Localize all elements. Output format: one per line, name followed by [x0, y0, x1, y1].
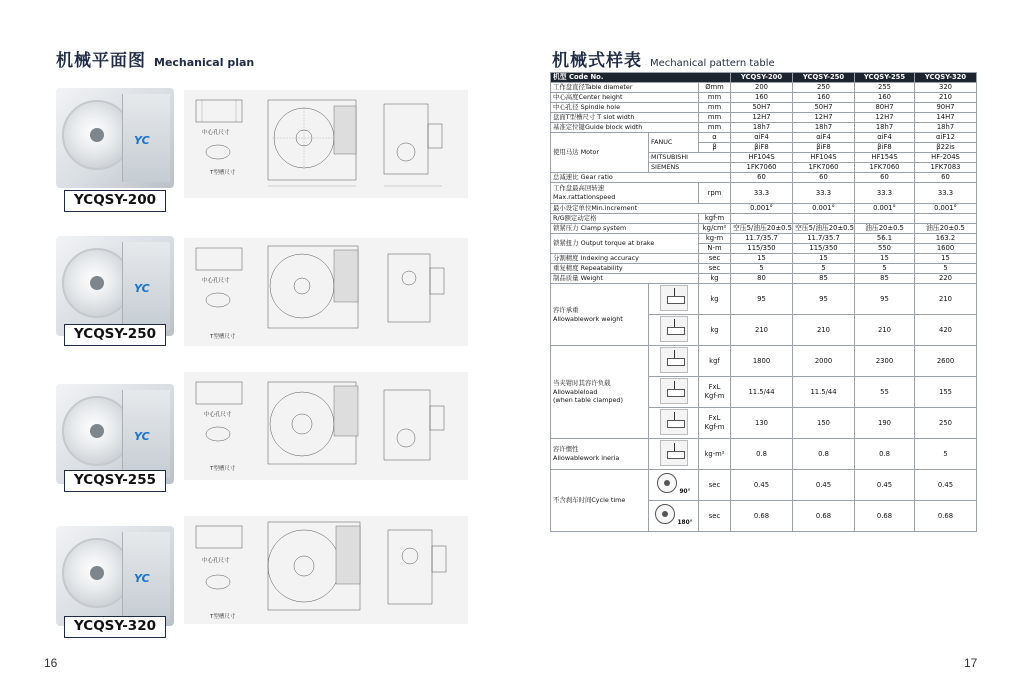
table-row: N-m 115/350 115/350 550 1600 — [551, 244, 977, 254]
header-model: YCQSY-255 — [855, 73, 915, 83]
table-row: 工作盘直径Table diameter Ømm 200 250 255 320 — [551, 83, 977, 93]
table-row: 中心孔径 Spindle hole mm 50H7 50H7 80H7 90H7 — [551, 103, 977, 113]
page-number: 16 — [44, 656, 58, 670]
right-page — [512, 0, 1024, 695]
page-number: 17 — [964, 656, 978, 670]
product-image — [56, 236, 174, 336]
header-code: 机型 Code No. — [551, 73, 731, 83]
brand-logo: YC — [134, 430, 150, 443]
table-row: FxL Kgf-m 130 150 190 250 — [551, 408, 977, 439]
table-header — [551, 73, 977, 83]
product-image — [56, 526, 174, 626]
table-row: 容许惯性 Allowablework ineria kg-m² 0.8 0.8 0.8 5 — [551, 439, 977, 470]
tangential-load-icon — [660, 409, 688, 435]
model-row-200 — [56, 88, 476, 213]
table-row: β βiF8 βiF8 βiF8 β22is — [551, 143, 977, 153]
spec-table-wrapper — [550, 72, 976, 532]
spec-table — [550, 72, 977, 532]
center-hole-label: 中心孔尺寸 — [202, 278, 230, 284]
header-model: YCQSY-200 — [731, 73, 793, 83]
table-row: 盘面T型槽尺寸 T slot width mm 12H7 12H7 12H7 14H7 — [551, 113, 977, 123]
table-row: 工作盘最高回转速 Max.rattationspeed rpm 33.3 33.3 33.3 33.3 — [551, 183, 977, 204]
table-row: kg 210 210 210 420 — [551, 315, 977, 346]
horizontal-load-icon — [660, 316, 688, 342]
table-row: 使用马达 Motor FANUC α αiF4 αiF4 αiF4 αiF12 — [551, 133, 977, 143]
axial-load-icon — [660, 347, 688, 373]
model-label: YCQSY-255 — [64, 470, 166, 492]
table-row: 当夹钳时其容许负载 Allowableload (when table clamped) kgf 1800 2000 2300 2600 — [551, 346, 977, 377]
table-row: FxL Kgf-m 11.5/44 11.5/44 55 155 — [551, 377, 977, 408]
table-row: 总减速比 Gear ratio 60 60 60 60 — [551, 173, 977, 183]
table-row: 最小设定单位Min.increment 0.001° 0.001° 0.001° 0.001° — [551, 204, 977, 214]
tslot-label: T型槽尺寸 — [210, 466, 236, 472]
header-model: YCQSY-320 — [915, 73, 977, 83]
header-model: YCQSY-250 — [793, 73, 855, 83]
page-title-cn: 机械式样表 — [552, 51, 642, 71]
table-row: MITSUBISHI HF104S HF104S HF154S HF-204S — [551, 153, 977, 163]
brand-logo: YC — [134, 282, 150, 295]
technical-drawing — [184, 372, 468, 480]
pattern-table-heading — [552, 46, 775, 71]
model-label: YCQSY-250 — [64, 324, 166, 346]
brand-logo: YC — [134, 572, 150, 585]
tslot-label: T型槽尺寸 — [210, 170, 236, 176]
moment-load-icon — [660, 378, 688, 404]
table-row: 制品质量 Weight kg 80 85 85 220 — [551, 274, 977, 284]
page-title-cn: 机械平面图 — [56, 51, 146, 71]
table-row: 容许承重 Allowablework weight kg 95 95 95 210 — [551, 284, 977, 315]
table-row: 不含刹车时间Cycle time 90° sec 0.45 0.45 0.45 0.45 — [551, 470, 977, 501]
technical-drawing — [184, 90, 468, 198]
model-label: YCQSY-320 — [64, 616, 166, 638]
table-row: 重复精度 Repeatability sec 5 5 5 5 — [551, 264, 977, 274]
page-title-en: Mechanical pattern table — [650, 58, 775, 69]
vertical-load-icon — [660, 285, 688, 311]
center-hole-label: 中心孔尺寸 — [202, 558, 230, 564]
tslot-label: T型槽尺寸 — [210, 614, 236, 620]
table-row: SIEMENS 1FK7060 1FK7060 1FK7060 1FK7083 — [551, 163, 977, 173]
rotation-180-icon — [655, 504, 675, 524]
table-row: 基准定位键Guide block width mm 18h7 18h7 18h7 18h7 — [551, 123, 977, 133]
table-row: 180° sec 0.68 0.68 0.68 0.68 — [551, 501, 977, 532]
table-row: 锁紧扭力 Output torque at brake kg-m 11.7/35.7 11.7/35.7 56.1 163.2 — [551, 234, 977, 244]
model-row-320 — [56, 526, 476, 651]
technical-drawing — [184, 238, 468, 346]
table-row: 分割精度 Indexing accuracy sec 15 15 15 15 — [551, 254, 977, 264]
technical-drawing — [184, 516, 468, 624]
brand-logo: YC — [134, 134, 150, 147]
inertia-icon — [660, 440, 688, 466]
model-label: YCQSY-200 — [64, 190, 166, 212]
mechanical-plan-heading — [56, 46, 254, 71]
product-image — [56, 88, 174, 188]
page-title-en: Mechanical plan — [154, 56, 255, 69]
table-row: 锁紧压力 Clamp system kg/cm² 空压5/油压20±0.5 空压5/油压20±0.5 油压20±0.5 油压20±0.5 — [551, 224, 977, 234]
center-hole-label: 中心孔尺寸 — [204, 412, 232, 418]
table-row: 中心高度Center height mm 160 160 160 210 — [551, 93, 977, 103]
rotation-90-icon — [657, 473, 677, 493]
center-hole-label: 中心孔尺寸 — [202, 130, 230, 136]
model-row-255 — [56, 384, 476, 509]
table-row: R/G额定动定格 kgf-m — [551, 214, 977, 224]
tslot-label: T型槽尺寸 — [210, 334, 236, 340]
product-image — [56, 384, 174, 484]
model-row-250 — [56, 236, 476, 361]
